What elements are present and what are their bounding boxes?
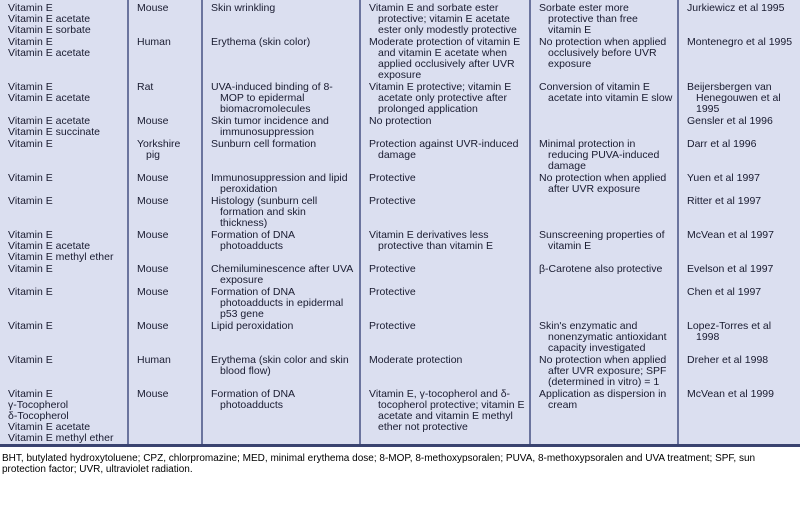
cell-species [128, 388, 202, 446]
notes-text: Sunscreening properties of vitamin E [539, 229, 665, 252]
cell-endpoint [202, 0, 360, 36]
table-row [0, 115, 800, 138]
cell-reference [678, 263, 800, 286]
cell-result [360, 263, 530, 286]
cell-reference [678, 286, 800, 320]
cell-compounds [0, 229, 128, 263]
cell-result [360, 172, 530, 195]
cell-compounds [0, 195, 128, 229]
reference-text: Dreher et al 1998 [687, 354, 769, 366]
reference-text: Darr et al 1996 [687, 138, 757, 150]
table-row [0, 195, 800, 229]
result-text: Protective [369, 286, 416, 298]
cell-endpoint [202, 36, 360, 81]
cell-species [128, 286, 202, 320]
cell-compounds [0, 115, 128, 138]
cell-species [128, 36, 202, 81]
cell-compounds [0, 388, 128, 446]
endpoint-text: Skin tumor incidence and immunosuppression [211, 115, 329, 138]
table-row [0, 81, 800, 115]
notes-text: Minimal protection in reducing PUVA-induced damage [539, 138, 660, 172]
compound-name: Vitamin E acetate [8, 115, 91, 127]
result-text: Vitamin E and sorbate ester protective; vitamin E acetate ester only modestly protective [369, 2, 517, 36]
cell-species [128, 320, 202, 354]
species-text: Human [137, 354, 171, 366]
table-row [0, 354, 800, 388]
cell-species [128, 81, 202, 115]
notes-text: No protection when applied occlusively before UVR exposure [539, 36, 667, 70]
cell-compounds [0, 354, 128, 388]
species-text: Mouse [137, 286, 169, 298]
endpoint-text: Formation of DNA photoadducts [211, 388, 295, 411]
cell-endpoint [202, 229, 360, 263]
compound-name: Vitamin E sorbate [8, 24, 91, 36]
cell-notes [530, 320, 678, 354]
cell-species [128, 354, 202, 388]
table-row [0, 286, 800, 320]
table-row [0, 388, 800, 446]
cell-result [360, 115, 530, 138]
cell-notes [530, 36, 678, 81]
cell-endpoint [202, 195, 360, 229]
cell-reference [678, 138, 800, 172]
reference-text: Montenegro et al 1995 [687, 36, 793, 48]
result-text: No protection [369, 115, 432, 127]
species-text: Mouse [137, 172, 169, 184]
cell-reference [678, 195, 800, 229]
cell-compounds [0, 138, 128, 172]
result-text: Protective [369, 172, 416, 184]
reference-text: Evelson et al 1997 [687, 263, 774, 275]
compound-name: Vitamin E [8, 138, 53, 150]
result-text: Moderate protection [369, 354, 463, 366]
compound-name: Vitamin E [8, 81, 53, 93]
compound-name: Vitamin E [8, 388, 53, 400]
cell-compounds [0, 263, 128, 286]
cell-notes [530, 81, 678, 115]
compound-name: Vitamin E methyl ether [8, 251, 114, 263]
compound-name: Vitamin E [8, 286, 53, 298]
cell-reference [678, 354, 800, 388]
reference-text: Beijersbergen van Henegouwen et al 1995 [687, 81, 781, 115]
notes-text: Skin's enzymatic and nonenzymatic antioxidant capacity investigated [539, 320, 667, 354]
cell-result [360, 81, 530, 115]
cell-species [128, 115, 202, 138]
species-text: Mouse [137, 115, 169, 127]
species-text: Yorkshire pig [137, 138, 181, 161]
cell-species [128, 263, 202, 286]
compound-name: δ-Tocopherol [8, 410, 69, 422]
result-text: Protective [369, 263, 416, 275]
cell-reference [678, 0, 800, 36]
species-text: Human [137, 36, 171, 48]
table-row [0, 263, 800, 286]
cell-species [128, 195, 202, 229]
compound-name: Vitamin E [8, 36, 53, 48]
abbreviations-footnote: BHT, butylated hydroxytoluene; CPZ, chlorpromazine; MED, minimal erythema dose; 8-MOP, 8-methoxypsoralen; PUVA, 8-methoxypsoralen and UVA treatment; SPF, sun protection factor; UVR, ultraviolet radiation. [2, 453, 756, 475]
species-text: Rat [137, 81, 154, 93]
cell-notes [530, 138, 678, 172]
endpoint-text: Lipid peroxidation [211, 320, 294, 332]
cell-notes [530, 263, 678, 286]
result-text: Moderate protection of vitamin E and vitamin E acetate when applied occlusively after UVR exposure [369, 36, 521, 81]
compound-name: Vitamin E [8, 263, 53, 275]
table-row [0, 172, 800, 195]
reference-text: Yuen et al 1997 [687, 172, 760, 184]
cell-result [360, 229, 530, 263]
reference-text: Ritter et al 1997 [687, 195, 762, 207]
compound-name: γ-Tocopherol [8, 399, 69, 411]
cell-species [128, 138, 202, 172]
reference-text: McVean et al 1999 [687, 388, 774, 400]
result-text: Vitamin E derivatives less protective than vitamin E [369, 229, 493, 252]
notes-text: No protection when applied after UVR exposure; SPF (determined in vitro) = 1 [539, 354, 667, 388]
cell-reference [678, 36, 800, 81]
notes-text: Application as dispersion in cream [539, 388, 667, 411]
cell-compounds [0, 320, 128, 354]
cell-notes [530, 115, 678, 138]
cell-reference [678, 320, 800, 354]
result-text: Vitamin E, γ-tocopherol and δ-tocopherol protective; vitamin E acetate and vitamin E methyl ether not protective [369, 388, 525, 433]
cell-result [360, 36, 530, 81]
table-row [0, 138, 800, 172]
cell-reference [678, 229, 800, 263]
species-text: Mouse [137, 388, 169, 400]
cell-endpoint [202, 81, 360, 115]
cell-endpoint [202, 320, 360, 354]
endpoint-text: Erythema (skin color) [211, 36, 311, 48]
compound-name: Vitamin E [8, 2, 53, 14]
table-row [0, 36, 800, 81]
cell-result [360, 138, 530, 172]
table-row [0, 320, 800, 354]
cell-notes [530, 172, 678, 195]
species-text: Mouse [137, 2, 169, 14]
cell-reference [678, 115, 800, 138]
cell-result [360, 286, 530, 320]
cell-compounds [0, 286, 128, 320]
notes-text: β-Carotene also protective [539, 263, 663, 275]
cell-endpoint [202, 286, 360, 320]
reference-text: Gensler et al 1996 [687, 115, 773, 127]
cell-endpoint [202, 263, 360, 286]
cell-species [128, 172, 202, 195]
notes-text: Conversion of vitamin E acetate into vitamin E slow [539, 81, 673, 104]
cell-endpoint [202, 354, 360, 388]
table-row [0, 229, 800, 263]
cell-reference [678, 172, 800, 195]
endpoint-text: Formation of DNA photoadducts [211, 229, 295, 252]
endpoint-text: UVA-induced binding of 8-MOP to epidermal biomacromolecules [211, 81, 333, 115]
cell-species [128, 229, 202, 263]
compound-name: Vitamin E [8, 354, 53, 366]
cell-endpoint [202, 172, 360, 195]
compound-name: Vitamin E succinate [8, 126, 101, 138]
compound-name: Vitamin E acetate [8, 13, 91, 25]
endpoint-text: Erythema (skin color and skin blood flow) [211, 354, 349, 377]
endpoint-text: Formation of DNA photoadducts in epidermal p53 gene [211, 286, 344, 320]
cell-result [360, 354, 530, 388]
endpoint-text: Immunosuppression and lipid peroxidation [211, 172, 348, 195]
result-text: Protective [369, 320, 416, 332]
endpoint-text: Chemiluminescence after UVA exposure [211, 263, 353, 286]
notes-text: Sorbate ester more protective than free vitamin E [539, 2, 638, 36]
cell-result [360, 195, 530, 229]
cell-endpoint [202, 138, 360, 172]
cell-notes [530, 354, 678, 388]
cell-notes [530, 286, 678, 320]
cell-result [360, 388, 530, 446]
compound-name: Vitamin E acetate [8, 92, 91, 104]
cell-result [360, 0, 530, 36]
cell-species [128, 0, 202, 36]
cell-endpoint [202, 115, 360, 138]
species-text: Mouse [137, 320, 169, 332]
cell-notes [530, 0, 678, 36]
table-row [0, 0, 800, 36]
cell-notes [530, 229, 678, 263]
result-text: Vitamin E protective; vitamin E acetate only protective after prolonged application [369, 81, 512, 115]
cell-compounds [0, 172, 128, 195]
cell-compounds [0, 0, 128, 36]
compound-name: Vitamin E acetate [8, 240, 91, 252]
compound-name: Vitamin E [8, 229, 53, 241]
compound-name: Vitamin E [8, 172, 53, 184]
species-text: Mouse [137, 263, 169, 275]
endpoint-text: Histology (sunburn cell formation and skin thickness) [211, 195, 318, 229]
reference-text: Chen et al 1997 [687, 286, 762, 298]
endpoint-text: Skin wrinkling [211, 2, 276, 14]
cell-reference [678, 81, 800, 115]
endpoint-text: Sunburn cell formation [211, 138, 317, 150]
compound-name: Vitamin E acetate [8, 47, 91, 59]
reference-text: McVean et al 1997 [687, 229, 774, 241]
cell-notes [530, 388, 678, 446]
cell-compounds [0, 81, 128, 115]
cell-notes [530, 195, 678, 229]
cell-result [360, 320, 530, 354]
compound-name: Vitamin E methyl ether [8, 432, 114, 444]
compound-name: Vitamin E acetate [8, 421, 91, 433]
compound-name: Vitamin E [8, 320, 53, 332]
compound-name: Vitamin E [8, 195, 53, 207]
notes-text: No protection when applied after UVR exposure [539, 172, 667, 195]
cell-reference [678, 388, 800, 446]
species-text: Mouse [137, 229, 169, 241]
reference-text: Jurkiewicz et al 1995 [687, 2, 785, 14]
cell-endpoint [202, 388, 360, 446]
cell-compounds [0, 36, 128, 81]
reference-text: Lopez-Torres et al 1998 [687, 320, 772, 343]
species-text: Mouse [137, 195, 169, 207]
result-text: Protection against UVR-induced damage [369, 138, 519, 161]
result-text: Protective [369, 195, 416, 207]
